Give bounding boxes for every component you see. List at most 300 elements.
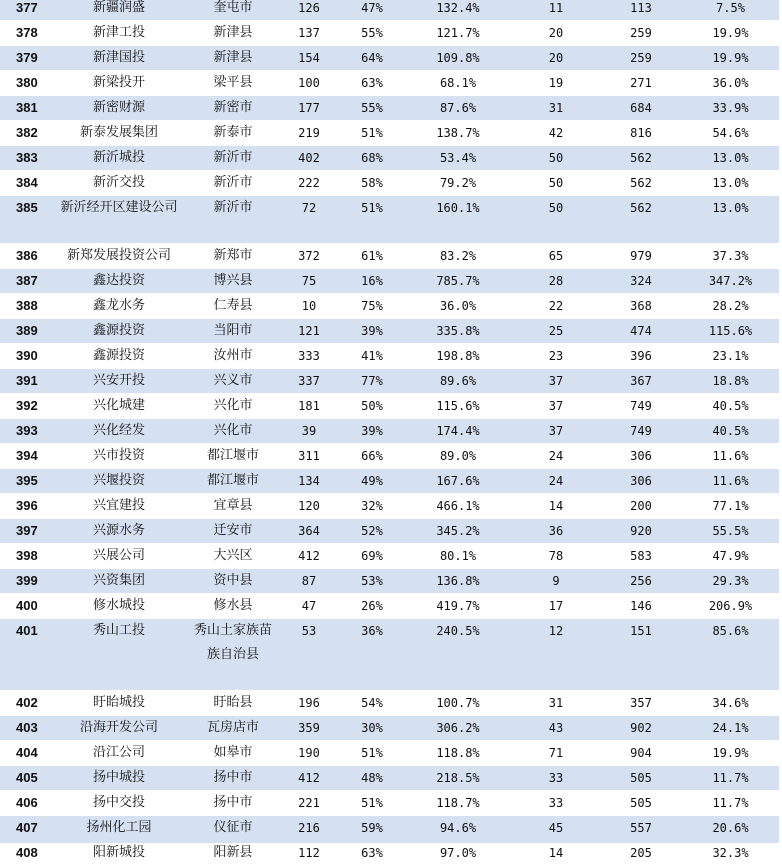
row-number: 394 xyxy=(0,444,50,469)
value-col-2: 63% xyxy=(340,841,404,866)
value-col-4: 20 xyxy=(512,46,600,71)
bottom-band xyxy=(0,839,779,843)
value-col-1: 333 xyxy=(278,344,340,369)
value-col-5: 979 xyxy=(600,244,682,269)
value-col-5: 324 xyxy=(600,269,682,294)
value-col-6: 29.3% xyxy=(682,569,779,594)
value-col-6: 13.0% xyxy=(682,196,779,244)
value-col-5: 474 xyxy=(600,319,682,344)
value-col-6: 19.9% xyxy=(682,741,779,766)
value-col-6: 23.1% xyxy=(682,344,779,369)
location: 新沂市 xyxy=(188,146,278,171)
row-number: 402 xyxy=(0,691,50,716)
company-name: 新沂城投 xyxy=(50,146,188,171)
value-col-3: 174.4% xyxy=(404,419,512,444)
table-row xyxy=(0,841,779,866)
value-col-5: 583 xyxy=(600,544,682,569)
company-name: 新密财源 xyxy=(50,96,188,121)
value-col-6: 13.0% xyxy=(682,171,779,196)
value-col-2: 50% xyxy=(340,394,404,419)
value-col-3: 136.8% xyxy=(404,569,512,594)
value-col-1: 47 xyxy=(278,594,340,619)
table-row xyxy=(0,269,779,294)
value-col-6: 7.5% xyxy=(682,0,779,21)
value-col-1: 412 xyxy=(278,766,340,791)
location: 都江堰市 xyxy=(188,444,278,469)
location: 奎屯市 xyxy=(188,0,278,21)
value-col-1: 221 xyxy=(278,791,340,816)
value-col-2: 55% xyxy=(340,21,404,46)
value-col-5: 256 xyxy=(600,569,682,594)
company-name: 兴展公司 xyxy=(50,544,188,569)
value-col-5: 271 xyxy=(600,71,682,96)
value-col-6: 11.7% xyxy=(682,791,779,816)
value-col-1: 112 xyxy=(278,841,340,866)
value-col-3: 160.1% xyxy=(404,196,512,244)
value-col-6: 40.5% xyxy=(682,394,779,419)
row-number: 390 xyxy=(0,344,50,369)
value-col-2: 32% xyxy=(340,494,404,519)
table-row xyxy=(0,816,779,841)
location: 盱眙县 xyxy=(188,691,278,716)
row-number: 380 xyxy=(0,71,50,96)
value-col-1: 372 xyxy=(278,244,340,269)
row-number: 395 xyxy=(0,469,50,494)
value-col-1: 402 xyxy=(278,146,340,171)
location: 资中县 xyxy=(188,569,278,594)
location: 修水县 xyxy=(188,594,278,619)
table-row xyxy=(0,244,779,269)
value-col-3: 80.1% xyxy=(404,544,512,569)
location: 宜章县 xyxy=(188,494,278,519)
location: 迁安市 xyxy=(188,519,278,544)
value-col-1: 216 xyxy=(278,816,340,841)
value-col-1: 53 xyxy=(278,619,340,691)
value-col-5: 146 xyxy=(600,594,682,619)
value-col-2: 49% xyxy=(340,469,404,494)
table-row xyxy=(0,494,779,519)
value-col-3: 198.8% xyxy=(404,344,512,369)
row-number: 385 xyxy=(0,196,50,244)
company-name: 兴化经发 xyxy=(50,419,188,444)
company-name: 兴源水务 xyxy=(50,519,188,544)
table-row xyxy=(0,469,779,494)
value-col-3: 109.8% xyxy=(404,46,512,71)
value-col-4: 23 xyxy=(512,344,600,369)
company-name: 新疆润盛 xyxy=(50,0,188,21)
company-name: 新泰发展集团 xyxy=(50,121,188,146)
value-col-3: 53.4% xyxy=(404,146,512,171)
row-number: 403 xyxy=(0,716,50,741)
value-col-2: 26% xyxy=(340,594,404,619)
location: 瓦房店市 xyxy=(188,716,278,741)
value-col-3: 87.6% xyxy=(404,96,512,121)
value-col-6: 20.6% xyxy=(682,816,779,841)
value-col-5: 113 xyxy=(600,0,682,21)
value-col-3: 345.2% xyxy=(404,519,512,544)
value-col-5: 151 xyxy=(600,619,682,691)
value-col-3: 132.4% xyxy=(404,0,512,21)
table-row xyxy=(0,96,779,121)
table-row xyxy=(0,196,779,244)
value-col-3: 785.7% xyxy=(404,269,512,294)
company-name: 兴化城建 xyxy=(50,394,188,419)
table-row xyxy=(0,444,779,469)
row-number: 386 xyxy=(0,244,50,269)
value-col-4: 20 xyxy=(512,21,600,46)
value-col-2: 51% xyxy=(340,741,404,766)
value-col-6: 47.9% xyxy=(682,544,779,569)
row-number: 388 xyxy=(0,294,50,319)
value-col-4: 25 xyxy=(512,319,600,344)
value-col-2: 48% xyxy=(340,766,404,791)
table-row xyxy=(0,21,779,46)
company-name: 扬州化工园 xyxy=(50,816,188,841)
company-name: 阳新城投 xyxy=(50,841,188,866)
value-col-5: 306 xyxy=(600,444,682,469)
row-number: 397 xyxy=(0,519,50,544)
value-col-5: 259 xyxy=(600,21,682,46)
value-col-6: 19.9% xyxy=(682,46,779,71)
value-col-1: 196 xyxy=(278,691,340,716)
value-col-3: 36.0% xyxy=(404,294,512,319)
value-col-6: 34.6% xyxy=(682,691,779,716)
location: 都江堰市 xyxy=(188,469,278,494)
company-name: 沿江公司 xyxy=(50,741,188,766)
value-col-1: 154 xyxy=(278,46,340,71)
value-col-4: 31 xyxy=(512,691,600,716)
value-col-5: 505 xyxy=(600,791,682,816)
value-col-2: 61% xyxy=(340,244,404,269)
value-col-4: 33 xyxy=(512,766,600,791)
row-number: 392 xyxy=(0,394,50,419)
value-col-1: 75 xyxy=(278,269,340,294)
value-col-6: 115.6% xyxy=(682,319,779,344)
location: 新沂市 xyxy=(188,171,278,196)
location: 如皋市 xyxy=(188,741,278,766)
row-number: 398 xyxy=(0,544,50,569)
value-col-6: 19.9% xyxy=(682,21,779,46)
company-name: 鑫龙水务 xyxy=(50,294,188,319)
value-col-4: 36 xyxy=(512,519,600,544)
value-col-5: 357 xyxy=(600,691,682,716)
value-col-1: 311 xyxy=(278,444,340,469)
location: 新密市 xyxy=(188,96,278,121)
value-col-6: 36.0% xyxy=(682,71,779,96)
value-col-3: 466.1% xyxy=(404,494,512,519)
row-number: 408 xyxy=(0,841,50,866)
row-number: 382 xyxy=(0,121,50,146)
value-col-1: 412 xyxy=(278,544,340,569)
value-col-3: 115.6% xyxy=(404,394,512,419)
table-row xyxy=(0,419,779,444)
value-col-1: 219 xyxy=(278,121,340,146)
location: 大兴区 xyxy=(188,544,278,569)
value-col-5: 749 xyxy=(600,419,682,444)
value-col-4: 24 xyxy=(512,469,600,494)
table-row xyxy=(0,394,779,419)
value-col-1: 359 xyxy=(278,716,340,741)
row-number: 389 xyxy=(0,319,50,344)
company-name: 扬中城投 xyxy=(50,766,188,791)
value-col-2: 16% xyxy=(340,269,404,294)
value-col-5: 505 xyxy=(600,766,682,791)
table-row xyxy=(0,369,779,394)
value-col-5: 920 xyxy=(600,519,682,544)
location: 兴化市 xyxy=(188,419,278,444)
row-number: 387 xyxy=(0,269,50,294)
value-col-3: 419.7% xyxy=(404,594,512,619)
value-col-2: 66% xyxy=(340,444,404,469)
location: 汝州市 xyxy=(188,344,278,369)
value-col-2: 52% xyxy=(340,519,404,544)
value-col-1: 72 xyxy=(278,196,340,244)
table-row xyxy=(0,46,779,71)
row-number: 379 xyxy=(0,46,50,71)
location: 新津县 xyxy=(188,46,278,71)
value-col-6: 40.5% xyxy=(682,419,779,444)
value-col-3: 68.1% xyxy=(404,71,512,96)
value-col-4: 24 xyxy=(512,444,600,469)
value-col-3: 89.6% xyxy=(404,369,512,394)
value-col-4: 9 xyxy=(512,569,600,594)
value-col-2: 63% xyxy=(340,71,404,96)
value-col-2: 39% xyxy=(340,419,404,444)
value-col-5: 205 xyxy=(600,841,682,866)
value-col-1: 222 xyxy=(278,171,340,196)
value-col-1: 137 xyxy=(278,21,340,46)
value-col-2: 51% xyxy=(340,121,404,146)
company-name: 兴市投资 xyxy=(50,444,188,469)
value-col-1: 10 xyxy=(278,294,340,319)
table-row xyxy=(0,344,779,369)
value-col-2: 47% xyxy=(340,0,404,21)
table-row xyxy=(0,319,779,344)
location: 新郑市 xyxy=(188,244,278,269)
company-name: 盱眙城投 xyxy=(50,691,188,716)
value-col-4: 78 xyxy=(512,544,600,569)
row-number: 407 xyxy=(0,816,50,841)
value-col-5: 306 xyxy=(600,469,682,494)
value-col-5: 904 xyxy=(600,741,682,766)
value-col-6: 55.5% xyxy=(682,519,779,544)
value-col-5: 562 xyxy=(600,146,682,171)
value-col-4: 33 xyxy=(512,791,600,816)
row-number: 383 xyxy=(0,146,50,171)
value-col-2: 55% xyxy=(340,96,404,121)
value-col-3: 167.6% xyxy=(404,469,512,494)
value-col-3: 83.2% xyxy=(404,244,512,269)
location: 仪征市 xyxy=(188,816,278,841)
table-row xyxy=(0,691,779,716)
location: 阳新县 xyxy=(188,841,278,866)
value-col-6: 32.3% xyxy=(682,841,779,866)
row-number: 404 xyxy=(0,741,50,766)
value-col-1: 181 xyxy=(278,394,340,419)
value-col-1: 190 xyxy=(278,741,340,766)
value-col-2: 39% xyxy=(340,319,404,344)
value-col-1: 364 xyxy=(278,519,340,544)
value-col-4: 22 xyxy=(512,294,600,319)
value-col-2: 58% xyxy=(340,171,404,196)
company-name: 鑫源投资 xyxy=(50,319,188,344)
company-name: 修水城投 xyxy=(50,594,188,619)
value-col-2: 69% xyxy=(340,544,404,569)
value-col-5: 562 xyxy=(600,171,682,196)
company-name: 兴安开投 xyxy=(50,369,188,394)
value-col-6: 11.6% xyxy=(682,444,779,469)
value-col-4: 71 xyxy=(512,741,600,766)
company-name: 沿海开发公司 xyxy=(50,716,188,741)
value-col-6: 77.1% xyxy=(682,494,779,519)
row-number: 396 xyxy=(0,494,50,519)
table-row xyxy=(0,766,779,791)
value-col-1: 177 xyxy=(278,96,340,121)
company-name: 秀山工投 xyxy=(50,619,188,691)
value-col-4: 65 xyxy=(512,244,600,269)
value-col-1: 337 xyxy=(278,369,340,394)
table-row xyxy=(0,519,779,544)
value-col-1: 87 xyxy=(278,569,340,594)
value-col-4: 14 xyxy=(512,494,600,519)
table-row xyxy=(0,0,779,21)
value-col-5: 259 xyxy=(600,46,682,71)
location: 新沂市 xyxy=(188,196,278,244)
location: 兴义市 xyxy=(188,369,278,394)
value-col-2: 68% xyxy=(340,146,404,171)
location: 兴化市 xyxy=(188,394,278,419)
value-col-2: 36% xyxy=(340,619,404,691)
value-col-3: 97.0% xyxy=(404,841,512,866)
table-row xyxy=(0,294,779,319)
value-col-4: 42 xyxy=(512,121,600,146)
value-col-4: 11 xyxy=(512,0,600,21)
row-number: 381 xyxy=(0,96,50,121)
value-col-1: 100 xyxy=(278,71,340,96)
value-col-3: 218.5% xyxy=(404,766,512,791)
value-col-5: 816 xyxy=(600,121,682,146)
table-row xyxy=(0,619,779,691)
value-col-4: 50 xyxy=(512,171,600,196)
location: 扬中市 xyxy=(188,766,278,791)
company-name: 兴资集团 xyxy=(50,569,188,594)
value-col-4: 43 xyxy=(512,716,600,741)
company-name: 新津工投 xyxy=(50,21,188,46)
row-number: 401 xyxy=(0,619,50,691)
row-number: 377 xyxy=(0,0,50,21)
value-col-2: 64% xyxy=(340,46,404,71)
table-row xyxy=(0,569,779,594)
company-name: 新津国投 xyxy=(50,46,188,71)
company-name: 新沂交投 xyxy=(50,171,188,196)
row-number: 391 xyxy=(0,369,50,394)
value-col-3: 240.5% xyxy=(404,619,512,691)
location: 梁平县 xyxy=(188,71,278,96)
table-row xyxy=(0,544,779,569)
value-col-1: 120 xyxy=(278,494,340,519)
value-col-6: 13.0% xyxy=(682,146,779,171)
company-name: 新梁投开 xyxy=(50,71,188,96)
value-col-4: 45 xyxy=(512,816,600,841)
value-col-5: 368 xyxy=(600,294,682,319)
table-row xyxy=(0,146,779,171)
value-col-3: 138.7% xyxy=(404,121,512,146)
table-row xyxy=(0,71,779,96)
value-col-4: 14 xyxy=(512,841,600,866)
value-col-3: 306.2% xyxy=(404,716,512,741)
value-col-1: 134 xyxy=(278,469,340,494)
value-col-1: 39 xyxy=(278,419,340,444)
value-col-2: 77% xyxy=(340,369,404,394)
value-col-3: 94.6% xyxy=(404,816,512,841)
value-col-4: 19 xyxy=(512,71,600,96)
value-col-2: 53% xyxy=(340,569,404,594)
value-col-3: 118.7% xyxy=(404,791,512,816)
table-row xyxy=(0,791,779,816)
value-col-6: 24.1% xyxy=(682,716,779,741)
location: 新津县 xyxy=(188,21,278,46)
value-col-4: 50 xyxy=(512,146,600,171)
table-row xyxy=(0,121,779,146)
table-row xyxy=(0,741,779,766)
value-col-4: 37 xyxy=(512,394,600,419)
value-col-3: 89.0% xyxy=(404,444,512,469)
value-col-6: 206.9% xyxy=(682,594,779,619)
value-col-4: 37 xyxy=(512,419,600,444)
row-number: 406 xyxy=(0,791,50,816)
value-col-6: 33.9% xyxy=(682,96,779,121)
value-col-4: 12 xyxy=(512,619,600,691)
value-col-6: 11.6% xyxy=(682,469,779,494)
value-col-4: 37 xyxy=(512,369,600,394)
value-col-6: 11.7% xyxy=(682,766,779,791)
value-col-3: 121.7% xyxy=(404,21,512,46)
value-col-5: 902 xyxy=(600,716,682,741)
value-col-2: 59% xyxy=(340,816,404,841)
value-col-1: 126 xyxy=(278,0,340,21)
location: 当阳市 xyxy=(188,319,278,344)
company-name: 新郑发展投资公司 xyxy=(50,244,188,269)
table-row xyxy=(0,171,779,196)
company-name: 新沂经开区建设公司 xyxy=(50,196,188,244)
value-col-6: 18.8% xyxy=(682,369,779,394)
value-col-3: 335.8% xyxy=(404,319,512,344)
table-row xyxy=(0,716,779,741)
location: 仁寿县 xyxy=(188,294,278,319)
value-col-2: 75% xyxy=(340,294,404,319)
value-col-5: 749 xyxy=(600,394,682,419)
value-col-2: 51% xyxy=(340,791,404,816)
row-number: 400 xyxy=(0,594,50,619)
value-col-3: 79.2% xyxy=(404,171,512,196)
value-col-6: 28.2% xyxy=(682,294,779,319)
value-col-5: 367 xyxy=(600,369,682,394)
value-col-5: 562 xyxy=(600,196,682,244)
company-name: 鑫达投资 xyxy=(50,269,188,294)
row-number: 399 xyxy=(0,569,50,594)
company-name: 扬中交投 xyxy=(50,791,188,816)
location: 博兴县 xyxy=(188,269,278,294)
value-col-2: 30% xyxy=(340,716,404,741)
value-col-2: 54% xyxy=(340,691,404,716)
table-row xyxy=(0,594,779,619)
location: 秀山土家族苗族自治县 xyxy=(188,619,278,691)
value-col-5: 396 xyxy=(600,344,682,369)
value-col-4: 31 xyxy=(512,96,600,121)
value-col-3: 100.7% xyxy=(404,691,512,716)
value-col-4: 28 xyxy=(512,269,600,294)
value-col-5: 557 xyxy=(600,816,682,841)
